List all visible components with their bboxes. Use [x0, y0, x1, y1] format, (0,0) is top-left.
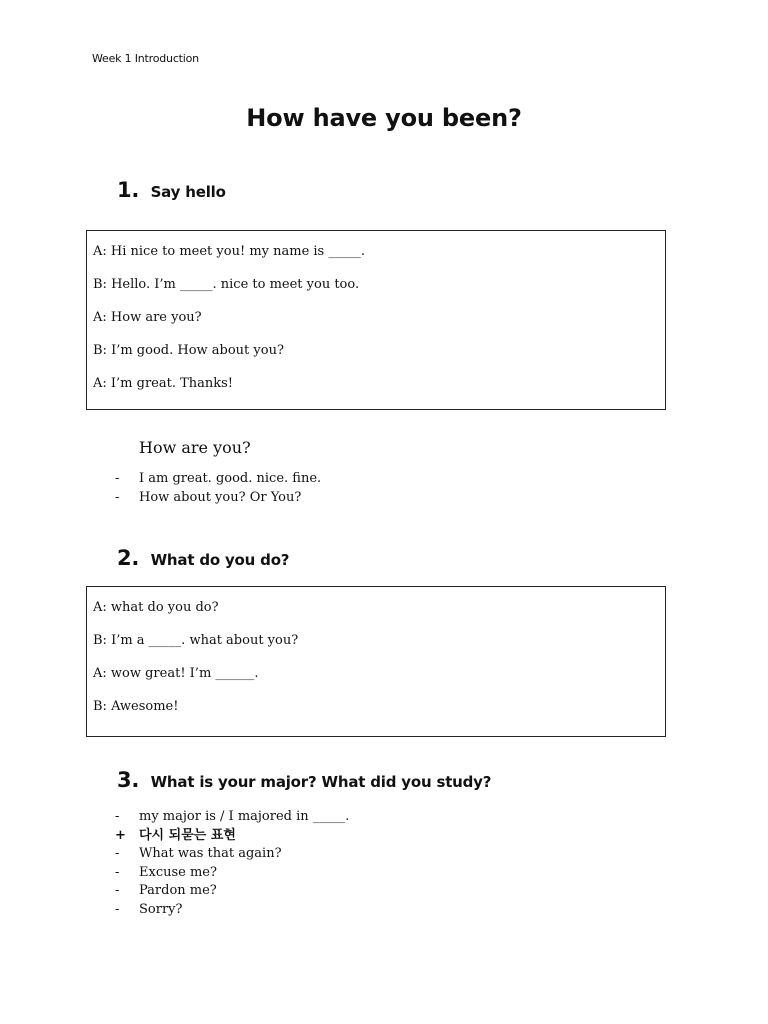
plus-bullet: + [115, 827, 126, 843]
dash-bullet: - [115, 883, 120, 898]
dialogue-line: A: wow great! I’m ______. [93, 666, 259, 681]
list-item [115, 489, 321, 508]
list-item [115, 808, 349, 827]
list-item-text: How about you? Or You? [139, 489, 302, 505]
expression-list-1 [115, 470, 321, 507]
dialogue-line: A: Hi nice to meet you! my name is _____. [93, 244, 365, 259]
dialogue-line: B: Hello. I’m _____. nice to meet you too. [93, 277, 360, 292]
dialogue-line: B: I’m good. How about you? [93, 343, 284, 358]
list-item [115, 882, 349, 901]
section-title: What do you do? [150, 551, 290, 569]
dash-bullet: - [115, 809, 120, 824]
dialogue-box-1 [86, 230, 666, 410]
page-title: How have you been? [246, 104, 522, 132]
section-3-heading [117, 768, 491, 792]
dialogue-line: B: I’m a _____. what about you? [93, 633, 299, 648]
section-number: 2. [117, 546, 140, 570]
dialogue-line: A: I’m great. Thanks! [93, 376, 234, 391]
list-item-text: 다시 되묻는 표현 [139, 827, 236, 843]
dialogue-line: A: How are you? [93, 310, 202, 325]
dash-bullet: - [115, 901, 120, 917]
expression-list-3 [115, 808, 349, 919]
list-item [115, 845, 349, 864]
dialogue-line: A: what do you do? [93, 600, 219, 615]
list-item-text: Excuse me? [139, 864, 217, 880]
list-item [115, 827, 349, 846]
list-item-text: Sorry? [139, 901, 183, 917]
list-item-text: What was that again? [139, 846, 282, 861]
subheading-how-are-you: How are you? [139, 438, 251, 457]
header-note: Week 1 Introduction [92, 52, 199, 65]
list-item-text: I am great. good. nice. fine. [139, 471, 322, 486]
list-item [115, 470, 321, 489]
section-number: 1. [117, 178, 140, 202]
section-title: Say hello [150, 183, 226, 201]
section-title: What is your major? What did you study? [150, 773, 492, 791]
dash-bullet: - [115, 864, 120, 880]
section-1-heading [117, 178, 226, 202]
section-2-heading [117, 546, 289, 570]
list-item [115, 864, 349, 883]
list-item-text: my major is / I majored in _____. [139, 809, 350, 824]
dialogue-line: B: Awesome! [93, 699, 179, 714]
section-number: 3. [117, 768, 140, 792]
dash-bullet: - [115, 846, 120, 861]
dash-bullet: - [115, 489, 120, 505]
dash-bullet: - [115, 471, 120, 486]
list-item [115, 901, 349, 920]
list-item-text: Pardon me? [139, 883, 217, 898]
dialogue-box-2 [86, 586, 666, 737]
